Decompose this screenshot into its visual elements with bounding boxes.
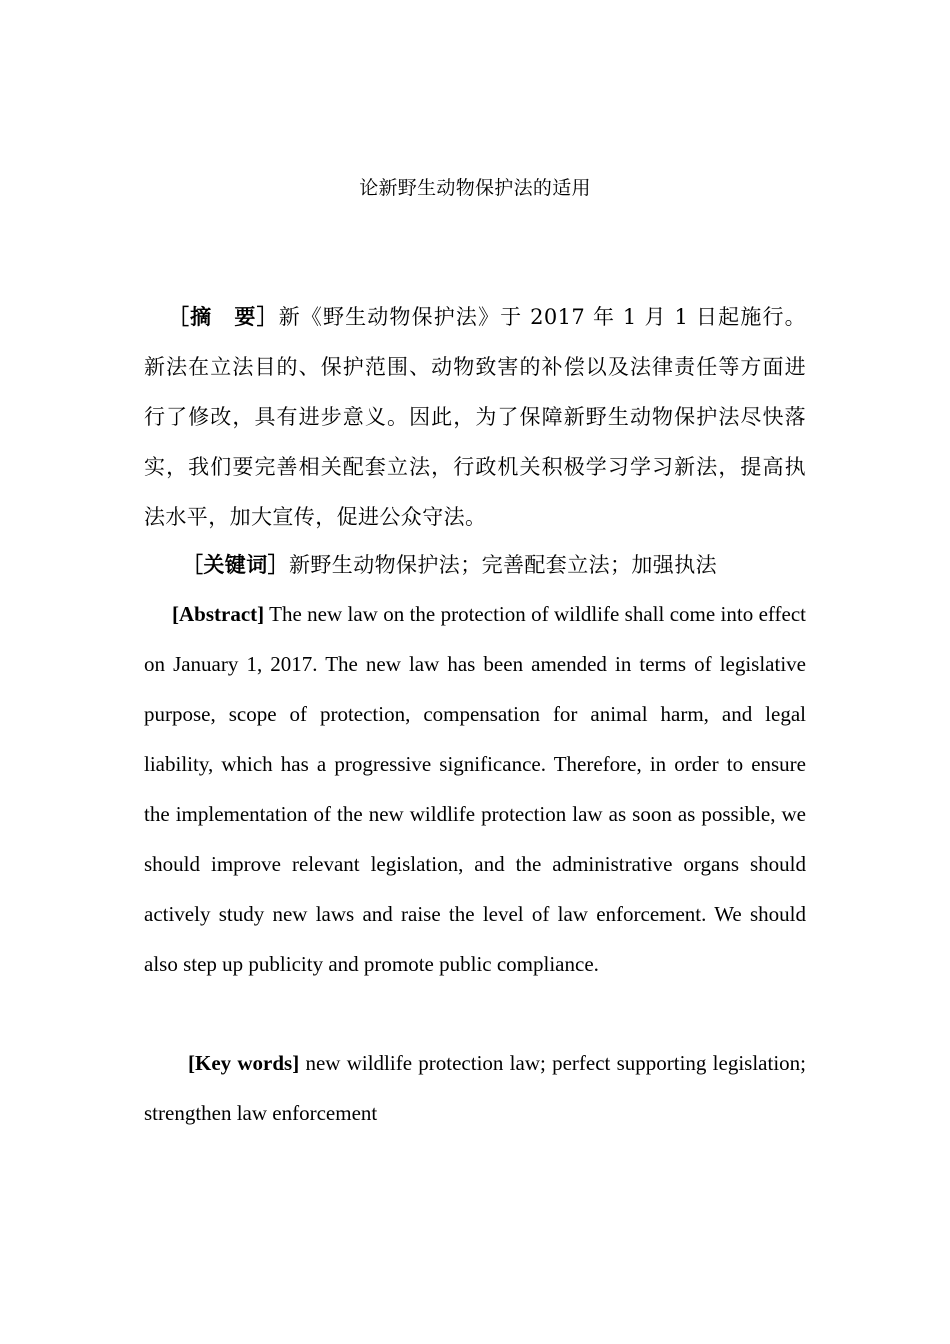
keywords-zh-label: ［关键词］: [182, 553, 289, 577]
keywords-en-text: new wildlife protection law; perfect supporting legislation; strengthen law enforcement: [144, 1051, 806, 1125]
abstract-en: [144, 589, 806, 989]
keywords-zh-text: 新野生动物保护法；完善配套立法；加强执法: [289, 553, 717, 577]
page-title: 论新野生动物保护法的适用: [359, 177, 591, 199]
abstract-zh-label: ［摘 要］: [168, 305, 279, 329]
keywords-en-label: [Key words]: [188, 1051, 300, 1075]
abstract-zh-text: 新《野生动物保护法》于 2017 年 1 月 1 日起施行。新法在立法目的、保护范围、动物致害的补偿以及法律责任等方面进行了修改，具有进步意义。因此，为了保障新野生动物保护法尽快落实，我们要完善相关配套立法，行政机关积极学习学习新法，提高执法水平，加大宣传，促进公众守法。: [144, 305, 807, 529]
keywords-en: [144, 1038, 806, 1138]
abstract-zh: [144, 292, 806, 542]
keywords-zh: [144, 540, 806, 590]
abstract-en-label: [Abstract]: [172, 602, 265, 626]
abstract-en-text: The new law on the protection of wildlife shall come into effect on January 1, 2017. The new law has been amended in terms of legislative purpose, scope of protection, compensation for animal harm, and legal liability, which has a progressive significance. Therefore, in order to ensure the implementation of the new wildlife protection law as soon as possible, we should improve relevant legislation, and the administrative organs should actively study new laws and raise the level of law enforcement. We should also step up publicity and promote public compliance.: [144, 602, 806, 976]
